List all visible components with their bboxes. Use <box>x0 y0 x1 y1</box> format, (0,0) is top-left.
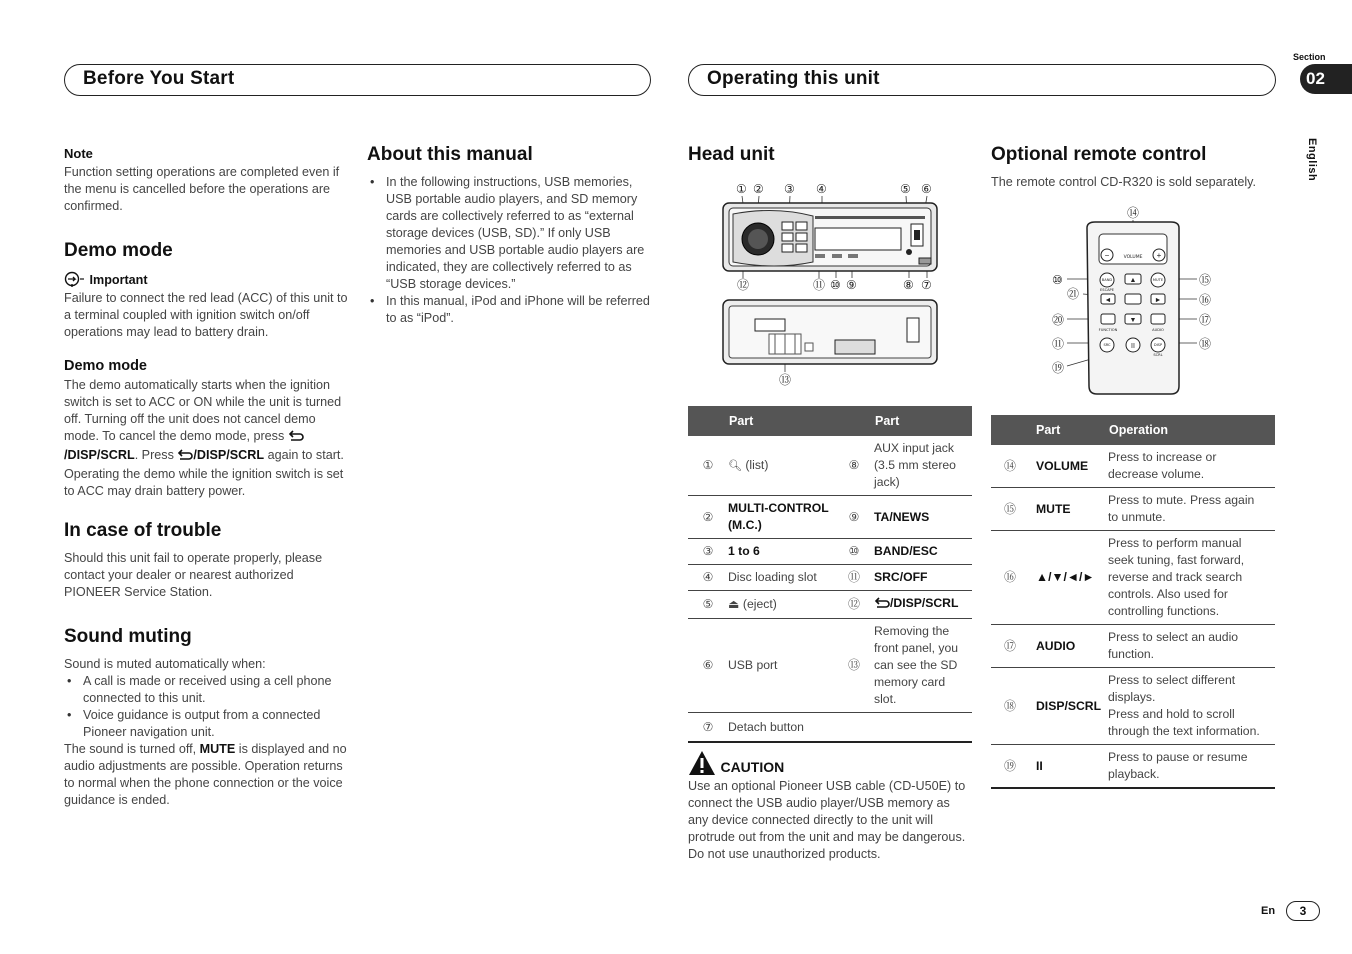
about-manual-heading: About this manual <box>367 144 533 165</box>
part-number: ⑦ <box>688 713 728 743</box>
part-label <box>1029 445 1108 488</box>
operation-text: Press to mute. Press again to unmute. <box>1108 488 1275 531</box>
head-unit-heading: Head unit <box>688 144 775 165</box>
part-label-bold: 1 to 6 <box>728 544 760 558</box>
page-number-badge <box>1286 901 1320 921</box>
muting-text-2: is displayed and no audio adjustments are possible. Operation returns to normal when the phone connection or the voice guidance is ended. <box>64 742 347 807</box>
table-row <box>688 436 972 496</box>
callout-17: ⑰ <box>1199 313 1212 327</box>
remote-control-diagram <box>1045 200 1225 400</box>
part-number: ④ <box>688 565 728 591</box>
demo-text-1: The demo automatically starts when the ignition switch is set to ACC or ON while the unit is turned off. Turning off the unit does not cancel demo mode. To cancel the demo mode, press <box>64 378 342 443</box>
callout-10: ⑩ <box>830 278 841 292</box>
part-number: ⑲ <box>991 745 1029 789</box>
list-item: • In the following instructions, USB memories, USB portable audio players, and SD memory cards are collectively referred to as “external storage devices (USB, SD).” If only USB memories and USB portable audio players are indicated, they are collectively referred to as “USB storage devices.” <box>367 174 650 293</box>
part-number: ② <box>688 496 728 539</box>
remote-table <box>991 415 1275 789</box>
eject-icon: ⏏ <box>728 597 740 611</box>
table-row <box>991 488 1275 531</box>
right-section-title: Operating this unit <box>707 68 880 89</box>
return-icon <box>874 597 890 614</box>
demo-mode-subheading: Demo mode <box>64 358 147 374</box>
table-header: Operation <box>1108 415 1275 445</box>
demo-mode-heading: Demo mode <box>64 240 173 261</box>
table-row <box>688 496 972 539</box>
part-number: ⑱ <box>991 668 1029 745</box>
operation-text: Press to select an audio function. <box>1108 625 1275 668</box>
warning-icon <box>688 750 716 781</box>
caution-text <box>688 778 970 863</box>
section-number: 02 <box>1306 69 1325 88</box>
section-number-tab <box>1300 64 1352 94</box>
part-number: ⑮ <box>991 488 1029 531</box>
left-section-band <box>64 64 651 96</box>
callout-2: ② <box>753 182 764 196</box>
part-cell <box>874 591 972 619</box>
part-label: (list) <box>745 457 769 472</box>
callout-9: ⑨ <box>846 278 857 292</box>
part-label-bold: SRC/OFF <box>874 570 928 584</box>
list-item: • In this manual, iPod and iPhone will be referred to as “iPod”. <box>367 293 650 327</box>
part-label: Removing the front panel, you can see the SD memory card slot. <box>874 619 972 713</box>
part-number: ⑯ <box>991 531 1029 625</box>
callout-3: ③ <box>784 182 795 196</box>
part-label <box>728 539 834 565</box>
about-manual-list <box>367 174 650 327</box>
part-number: ① <box>688 436 728 496</box>
part-number: ⑰ <box>991 625 1029 668</box>
muting-text-1: The sound is turned off, <box>64 742 197 756</box>
operation-text: Press to perform manual seek tuning, fast forward, reverse and track search controls. Also used for controlling functions. <box>1108 531 1275 625</box>
operation-text: Press to pause or resume playback. <box>1108 745 1275 789</box>
callout-12: ⑫ <box>737 278 750 292</box>
svg-text:▼: ▼ <box>1129 317 1137 324</box>
remote-src-label: SRC <box>1103 343 1111 347</box>
part-label <box>728 496 834 539</box>
part-number: ③ <box>688 539 728 565</box>
muting-intro: Sound is muted automatically when: <box>64 657 266 671</box>
list-item: • A call is made or received using a cell phone connected to this unit. <box>64 673 349 707</box>
part-number: ⑭ <box>991 445 1029 488</box>
table-row <box>991 445 1275 488</box>
svg-text:II: II <box>1131 343 1135 350</box>
table-header-row <box>991 415 1275 445</box>
muting-list <box>64 673 349 741</box>
trouble-text: Should this unit fail to operate properly, please contact your dealer or nearest authorized PIONEER Service Station. <box>64 551 323 599</box>
callout-8: ⑧ <box>903 278 914 292</box>
left-section-title: Before You Start <box>83 68 235 89</box>
callout-14: ⑭ <box>1127 206 1140 220</box>
part-label-bold: VOLUME <box>1036 458 1089 473</box>
demo-text-3: again to start. Operating the demo while the ignition switch is set to ACC may drain battery power. <box>64 448 344 498</box>
svg-text:►: ► <box>1154 297 1162 304</box>
trouble-heading: In case of trouble <box>64 520 222 541</box>
part-cell <box>728 436 834 496</box>
return-icon <box>288 430 304 447</box>
svg-text:▲: ▲ <box>1129 277 1137 284</box>
table-row <box>991 531 1275 625</box>
callout-5: ⑤ <box>900 182 911 196</box>
part-label <box>1029 531 1108 625</box>
table-row <box>688 565 972 591</box>
table-header-row <box>688 406 972 436</box>
part-label-bold: AUDIO <box>1036 638 1076 653</box>
pause-icon: II <box>1036 758 1043 773</box>
part-number: ⑫ <box>834 591 874 619</box>
callout-15: ⑮ <box>1199 273 1212 287</box>
table-row <box>688 619 972 713</box>
operation-text: Press to increase or decrease volume. <box>1108 445 1275 488</box>
svg-text:+: + <box>1156 251 1162 260</box>
part-label <box>874 496 972 539</box>
table-row <box>688 539 972 565</box>
part-number: ⑥ <box>688 619 728 713</box>
part-label <box>874 539 972 565</box>
part-number: ⑧ <box>834 436 874 496</box>
part-label-bold: MULTI-CONTROL (M.C.) <box>728 501 829 532</box>
callout-10: ⑩ <box>1052 273 1063 287</box>
mute-key: MUTE <box>199 742 236 756</box>
head-unit-diagram <box>715 178 945 390</box>
callout-4: ④ <box>816 182 827 196</box>
sound-muting-heading: Sound muting <box>64 626 192 647</box>
part-number: ⑤ <box>688 591 728 619</box>
remote-volume-label: VOLUME <box>1123 255 1143 260</box>
table-row <box>688 713 972 743</box>
table-row <box>991 745 1275 789</box>
part-label <box>1029 668 1108 745</box>
table-header: Part <box>874 406 972 436</box>
part-label: AUX input jack (3.5 mm stereo jack) <box>874 436 972 496</box>
part-label <box>1029 625 1108 668</box>
callout-11: ⑪ <box>1052 337 1065 351</box>
part-label: Disc loading slot <box>728 565 834 591</box>
part-label <box>874 565 972 591</box>
callout-6: ⑥ <box>921 182 932 196</box>
caution-text-2: Do not use unauthorized products. <box>688 847 881 861</box>
side-language: English <box>1306 138 1318 182</box>
table-row <box>991 668 1275 745</box>
note-title: Note <box>64 146 93 161</box>
remote-text: The remote control CD-R320 is sold separately. <box>991 175 1257 189</box>
remote-function-label: FUNCTION <box>1098 328 1118 332</box>
caution-header <box>688 750 784 781</box>
remote-scrl-label: SCRL <box>1153 353 1163 357</box>
table-row <box>991 625 1275 668</box>
demo-mode-text <box>64 377 349 500</box>
table-row <box>688 591 972 619</box>
demo-text-2: . Press <box>134 448 174 462</box>
callout-21: ㉑ <box>1067 287 1080 301</box>
callout-7: ⑦ <box>921 278 932 292</box>
callout-11: ⑪ <box>813 278 826 292</box>
part-label-bold: ▲/▼/◄/► <box>1036 570 1095 584</box>
part-label: Detach button <box>728 713 834 743</box>
remote-escape-label: ESCAPE <box>1100 288 1114 292</box>
note-text: Function setting operations are completed even if the menu is cancelled before the operations are confirmed. <box>64 165 340 213</box>
remote-heading: Optional remote control <box>991 144 1207 165</box>
section-label: Section <box>1293 52 1326 62</box>
demo-key-1: /DISP/SCRL <box>64 448 135 462</box>
part-label-bold: BAND/ESC <box>874 544 938 558</box>
remote-audio-label: AUDIO <box>1152 328 1164 332</box>
operation-text: Press to select different displays. Press and hold to scroll through the text information. <box>1108 668 1275 745</box>
important-text: Failure to connect the red lead (ACC) of this unit to a terminal coupled with ignition switch on/off operations may lead to battery drain. <box>64 291 348 339</box>
part-number <box>834 713 874 743</box>
part-label: USB port <box>728 619 834 713</box>
part-number: ⑪ <box>834 565 874 591</box>
part-label-bold: TA/NEWS <box>874 509 930 524</box>
part-label-bold: /DISP/SCRL <box>890 596 959 610</box>
footer-lang: En <box>1261 905 1276 917</box>
table-header: Part <box>728 406 834 436</box>
callout-16: ⑯ <box>1199 293 1212 307</box>
page-number: 3 <box>1299 904 1307 918</box>
callout-18: ⑱ <box>1199 337 1212 351</box>
head-unit-table <box>688 406 972 743</box>
callout-19: ⑲ <box>1052 361 1065 375</box>
part-label-bold: DISP/SCRL <box>1036 698 1102 713</box>
remote-mute-label: MUTE <box>1152 278 1164 282</box>
svg-text:◄: ◄ <box>1104 297 1112 304</box>
search-icon: 🔍︎ <box>728 459 742 472</box>
svg-text:−: − <box>1104 251 1110 260</box>
part-label <box>1029 745 1108 789</box>
caution-title: CAUTION <box>720 759 785 775</box>
important-row <box>64 271 148 290</box>
remote-band-label: BAND <box>1101 278 1113 282</box>
important-icon <box>64 271 86 290</box>
list-item: • Voice guidance is output from a connected Pioneer navigation unit. <box>64 707 349 741</box>
part-label: (eject) <box>742 597 777 611</box>
muting-outro <box>64 741 349 809</box>
part-number: ⑬ <box>834 619 874 713</box>
part-number: ⑨ <box>834 496 874 539</box>
caution-text-1: Use an optional Pioneer USB cable (CD-U50E) to connect the USB audio player/USB memory as any device connected directly to the unit will protrude out from the unit and may be dangerous. <box>688 779 966 844</box>
part-cell <box>728 591 834 619</box>
return-icon <box>177 449 193 466</box>
callout-20: ⑳ <box>1052 313 1065 327</box>
part-label-bold: MUTE <box>1036 501 1071 516</box>
sound-muting-block <box>64 656 349 809</box>
part-label <box>874 713 972 743</box>
remote-disp-label: DISP <box>1153 343 1163 347</box>
right-section-band <box>688 64 1276 96</box>
demo-key-2: /DISP/SCRL <box>193 448 265 462</box>
callout-1: ① <box>736 182 747 196</box>
part-number: ⑩ <box>834 539 874 565</box>
part-label <box>1029 488 1108 531</box>
callout-13: ⑬ <box>779 373 792 387</box>
important-label: Important <box>89 272 148 287</box>
table-header: Part <box>1029 415 1108 445</box>
